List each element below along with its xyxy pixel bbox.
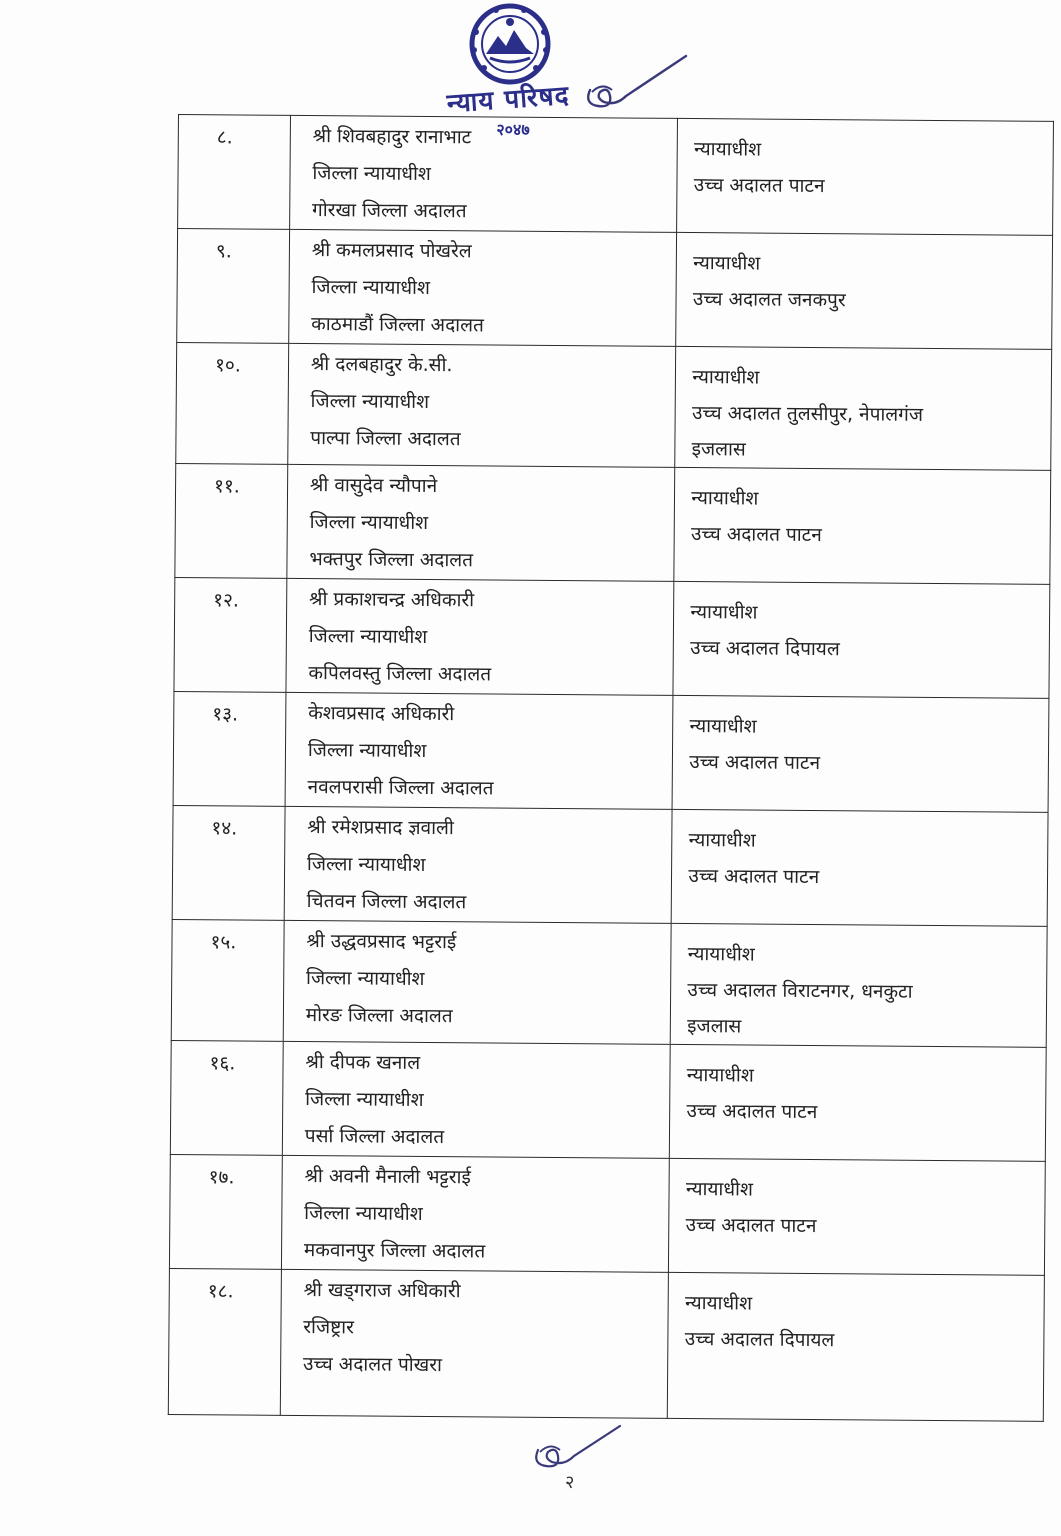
current-court: पर्सा जिल्ला अदालत: [304, 1125, 445, 1149]
judge-name: श्री अवनी मैनाली भट्टराई: [304, 1165, 471, 1189]
new-court: उच्च अदालत पाटन: [688, 865, 820, 889]
new-court: उच्च अदालत पाटन: [685, 1214, 817, 1238]
serial-number: १६.: [209, 1052, 236, 1075]
seal-org-name: न्याय परिषद: [445, 80, 571, 120]
new-post: न्यायाधीश: [692, 366, 760, 389]
table-row: [174, 577, 1050, 698]
current-court: नवलपरासी जिल्ला अदालत: [307, 776, 494, 800]
current-post: जिल्ला न्यायाधीश: [308, 625, 428, 648]
new-post: न्यायाधीश: [693, 252, 761, 275]
serial-number: १८.: [207, 1280, 234, 1303]
table-row: [172, 805, 1048, 926]
new-post: न्यायाधीश: [684, 1292, 753, 1315]
current-court: कपिलवस्तु जिल्ला अदालत: [308, 662, 492, 686]
new-court-bench: इजलास: [687, 1015, 742, 1038]
current-post: जिल्ला न्यायाधीश: [312, 162, 431, 185]
judge-name: श्री दीपक खनाल: [305, 1051, 421, 1074]
current-court: गोरखा जिल्ला अदालत: [312, 199, 467, 223]
new-post: न्यायाधीश: [690, 601, 758, 624]
current-post: रजिष्ट्रार: [303, 1316, 355, 1339]
judge-name: श्री शिवबहादुर रानाभाट: [312, 125, 472, 149]
new-court: उच्च अदालत विराटनगर, धनकुटा: [687, 979, 913, 1003]
current-post: जिल्ला न्यायाधीश: [310, 390, 430, 413]
new-court: उच्च अदालत तुलसीपुर, नेपालगंज: [691, 402, 924, 426]
signature-icon: [528, 1420, 628, 1480]
new-court: उच्च अदालत पाटन: [689, 751, 821, 775]
current-post: जिल्ला न्यायाधीश: [309, 511, 429, 534]
new-post: न्यायाधीश: [689, 715, 757, 738]
table-row: [168, 1268, 1044, 1421]
current-court: मकवानपुर जिल्ला अदालत: [303, 1239, 486, 1263]
judge-name: श्री प्रकाशचन्द्र अधिकारी: [308, 588, 475, 612]
serial-number: १२.: [213, 589, 240, 612]
judge-name: श्री रमेशप्रसाद ज्ञवाली: [307, 816, 454, 840]
current-post: जिल्ला न्यायाधीश: [307, 739, 427, 762]
current-post: जिल्ला न्यायाधीश: [311, 276, 431, 299]
serial-number: ९.: [215, 240, 232, 263]
current-court: चितवन जिल्ला अदालत: [306, 890, 467, 914]
current-post: जिल्ला न्यायाधीश: [306, 853, 426, 876]
new-post: न्यायाधीश: [685, 1178, 754, 1201]
judge-name: श्री कमलप्रसाद पोखरेल: [311, 239, 472, 263]
page-number: २: [565, 1472, 575, 1493]
new-court: उच्च अदालत दिपायल: [684, 1328, 835, 1352]
current-court: मोरङ जिल्ला अदालत: [305, 1004, 453, 1028]
judge-name: श्री उद्धवप्रसाद भट्टराई: [306, 930, 457, 954]
table-row: [177, 229, 1053, 350]
new-post: न्यायाधीश: [687, 943, 755, 966]
table-row: [178, 115, 1054, 236]
serial-number: १७.: [208, 1166, 235, 1189]
new-court: उच्च अदालत पाटन: [686, 1100, 818, 1124]
current-court: उच्च अदालत पोखरा: [302, 1353, 443, 1377]
seal-year: २०४७: [496, 120, 530, 139]
judge-name: श्री खड्गराज अधिकारी: [303, 1279, 461, 1303]
new-post: न्यायाधीश: [691, 487, 759, 510]
serial-number: ८.: [216, 126, 233, 149]
table-row: [170, 1040, 1046, 1161]
table-row: [175, 463, 1051, 584]
current-post: जिल्ला न्यायाधीश: [304, 1202, 423, 1225]
new-post: न्यायाधीश: [688, 829, 756, 852]
new-court: उच्च अदालत दिपायल: [690, 637, 840, 661]
table-row: [171, 919, 1047, 1047]
table-row: [176, 342, 1052, 470]
new-court-bench: इजलास: [691, 438, 746, 461]
table-row: [173, 691, 1049, 812]
new-post: न्यायाधीश: [693, 138, 762, 161]
table-row: [169, 1154, 1045, 1275]
new-post: न्यायाधीश: [686, 1064, 754, 1087]
serial-number: १०.: [214, 354, 241, 377]
new-court: उच्च अदालत जनकपुर: [692, 288, 846, 312]
serial-number: १४.: [211, 817, 238, 840]
judge-name: श्री वासुदेव न्यौपाने: [309, 474, 438, 498]
transfer-table: [168, 114, 1054, 1422]
serial-number: १५.: [210, 931, 237, 954]
new-court: उच्च अदालत पाटन: [693, 174, 825, 198]
current-court: पाल्पा जिल्ला अदालत: [310, 427, 461, 451]
judge-name: श्री दलबहादुर के.सी.: [310, 353, 453, 377]
serial-number: ११.: [213, 475, 240, 498]
new-court: उच्च अदालत पाटन: [690, 523, 822, 547]
current-post: जिल्ला न्यायाधीश: [305, 967, 425, 990]
serial-number: १३.: [212, 703, 239, 726]
judge-name: केशवप्रसाद अधिकारी: [308, 702, 455, 726]
current-court: भक्तपुर जिल्ला अदालत: [309, 548, 474, 572]
current-post: जिल्ला न्यायाधीश: [305, 1088, 424, 1111]
current-court: काठमाडौं जिल्ला अदालत: [311, 313, 484, 337]
signature-icon: [582, 52, 692, 122]
